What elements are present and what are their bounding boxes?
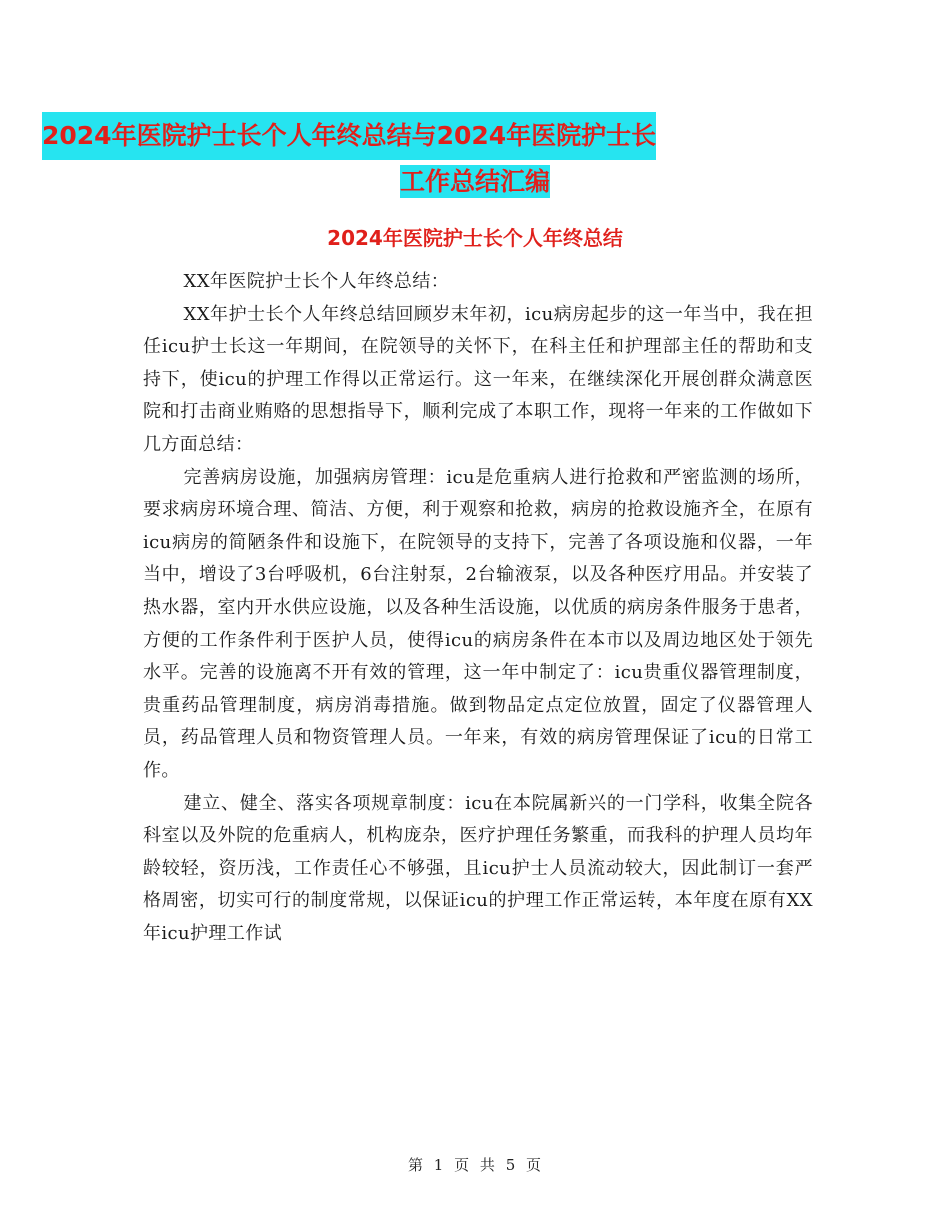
footer-suffix: 页 [526,1156,543,1174]
footer-page-word: 页 [454,1156,471,1174]
footer-total-pages: 5 [505,1156,517,1174]
title-line-1 [0,112,950,160]
paragraph-2: XX年护士长个人年终总结回顾岁末年初，icu病房起步的这一年当中，我在担任icu护士长这一年期间，在院领导的关怀下，在科主任和护理部主任的帮助和支持下，使icu的护理工作得以正常运行。这一年来，在继续深化开展创群众满意医院和打击商业贿赂的思想指导下，顺利完成了本职工作，现将一年来的工作做如下几方面总结： [143,303,813,455]
paragraph-3: 完善病房设施，加强病房管理：icu是危重病人进行抢救和严密监测的场所，要求病房环境合理、简洁、方便，利于观察和抢救，病房的抢救设施齐全，在原有icu病房的简陋条件和设施下，在院领导的支持下，完善了各项设施和仪器，一年当中，增设了3台呼吸机，6台注射泵，2台输液泵，以及各种医疗用品。并安装了热水器，室内开水供应设施，以及各种生活设施，以优质的病房条件服务于患者，方便的工作条件利于医护人员，使得icu的病房条件在本市以及周边地区处于领先水平。完善的设施离不开有效的管理，这一年中制定了：icu贵重仪器管理制度，贵重药品管理制度，病房消毒措施。做到物品定点定位放置，固定了仪器管理人员，药品管理人员和物资管理人员。一年来，有效的病房管理保证了icu的日常工作。 [143,466,813,781]
title-line-2-text: 工作总结汇编 [399,167,550,196]
page-footer [0,1154,950,1175]
title-line-2 [0,160,950,204]
document-body [143,266,813,950]
footer-total-word: 共 [479,1156,496,1174]
paragraph-4: 建立、健全、落实各项规章制度：icu在本院属新兴的一门学科，收集全院各科室以及外院的危重病人，机构庞杂，医疗护理任务繁重，而我科的护理人员均年龄较轻，资历浅，工作责任心不够强，且icu护士人员流动较大，因此制订一套严格周密，切实可行的制度常规，以保证icu的护理工作正常运转，本年度在原有XX年icu护理工作试 [143,792,813,944]
footer-prefix: 第 [407,1156,424,1174]
footer-current-page: 1 [433,1156,445,1174]
title-line-1-text: 2024年医院护士长个人年终总结与2024年医院护士长 [42,112,656,160]
paragraph-1: XX年医院护士长个人年终总结： [183,271,450,292]
document-title [0,112,950,204]
section-heading: 2024年医院护士长个人年终总结 [327,226,623,250]
